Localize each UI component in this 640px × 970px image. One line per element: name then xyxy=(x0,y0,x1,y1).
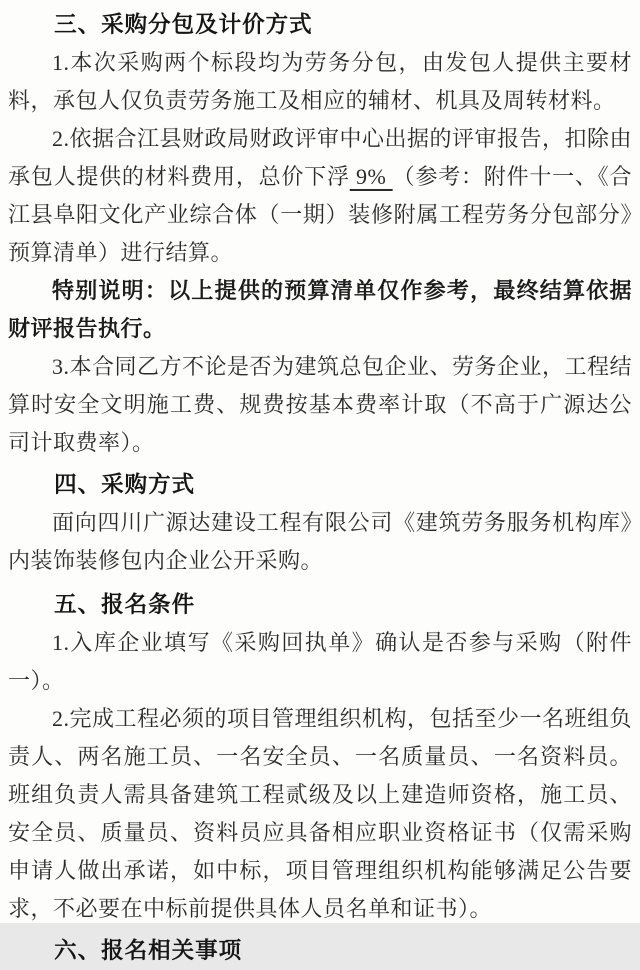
section-heading-procurement-method: 四、采购方式 xyxy=(54,472,196,497)
paragraph-fee-rate-clause: 3.本合同乙方不论是否为建筑总包企业、劳务企业，工程结算时安全文明施工费、规费按基本费率计取（不高于广源达公司计取费率）。 xyxy=(8,354,633,455)
section-heading-procurement-subcontract-pricing: 三、采购分包及计价方式 xyxy=(54,12,313,37)
paragraph-settlement-basis xyxy=(8,120,632,272)
paragraph-labor-subcontract: 1.本次采购两个标段均为劳务分包，由发包人提供主要材料，承包人仅负责劳务施工及相应的辅材、机具及周转材料。 xyxy=(8,50,632,113)
paragraph-receipt-confirmation: 1.入库企业填写《采购回执单》确认是否参与采购（附件一）。 xyxy=(8,630,632,693)
settlement-text-after-discount: （参考：附件十一、《合江县阜阳文化产业综合体（一期）装修附属工程劳务分包部分》预算清单）进行结算。 xyxy=(8,164,632,265)
section-heading-registration-conditions: 五、报名条件 xyxy=(54,592,196,617)
paragraph-open-procurement-scope: 面向四川广源达建设工程有限公司《建筑劳务服务机构库》内装饰装修包内企业公开采购。 xyxy=(8,510,632,573)
underlined-discount-rate-value: 9% xyxy=(349,164,393,189)
special-note-paragraph: 特别说明：以上提供的预算清单仅作参考，最终结算依据财评报告执行。 xyxy=(8,278,632,341)
section-heading-registration-related-matters: 六、报名相关事项 xyxy=(54,938,243,963)
paragraph-project-management-team-requirements: 2.完成工程必须的项目管理组织机构，包括至少一名班组负责人、两名施工员、一名安全员、一名质量员、一名资料员。班组负责人需具备建筑工程贰级及以上建造师资格，施工员、安全员、质量员、资料员应具备相应职业资格证书（仅需采购申请人做出承诺，如中标，项目管理组织机构能够满足公告要求，不必要在中标前提供具体人员名单和证书）。 xyxy=(8,706,633,921)
settlement-text-before-discount: 2.依据合江县财政局财政评审中心出据的评审报告，扣除由承包人提供的材料费用，总价下浮 xyxy=(8,126,633,189)
